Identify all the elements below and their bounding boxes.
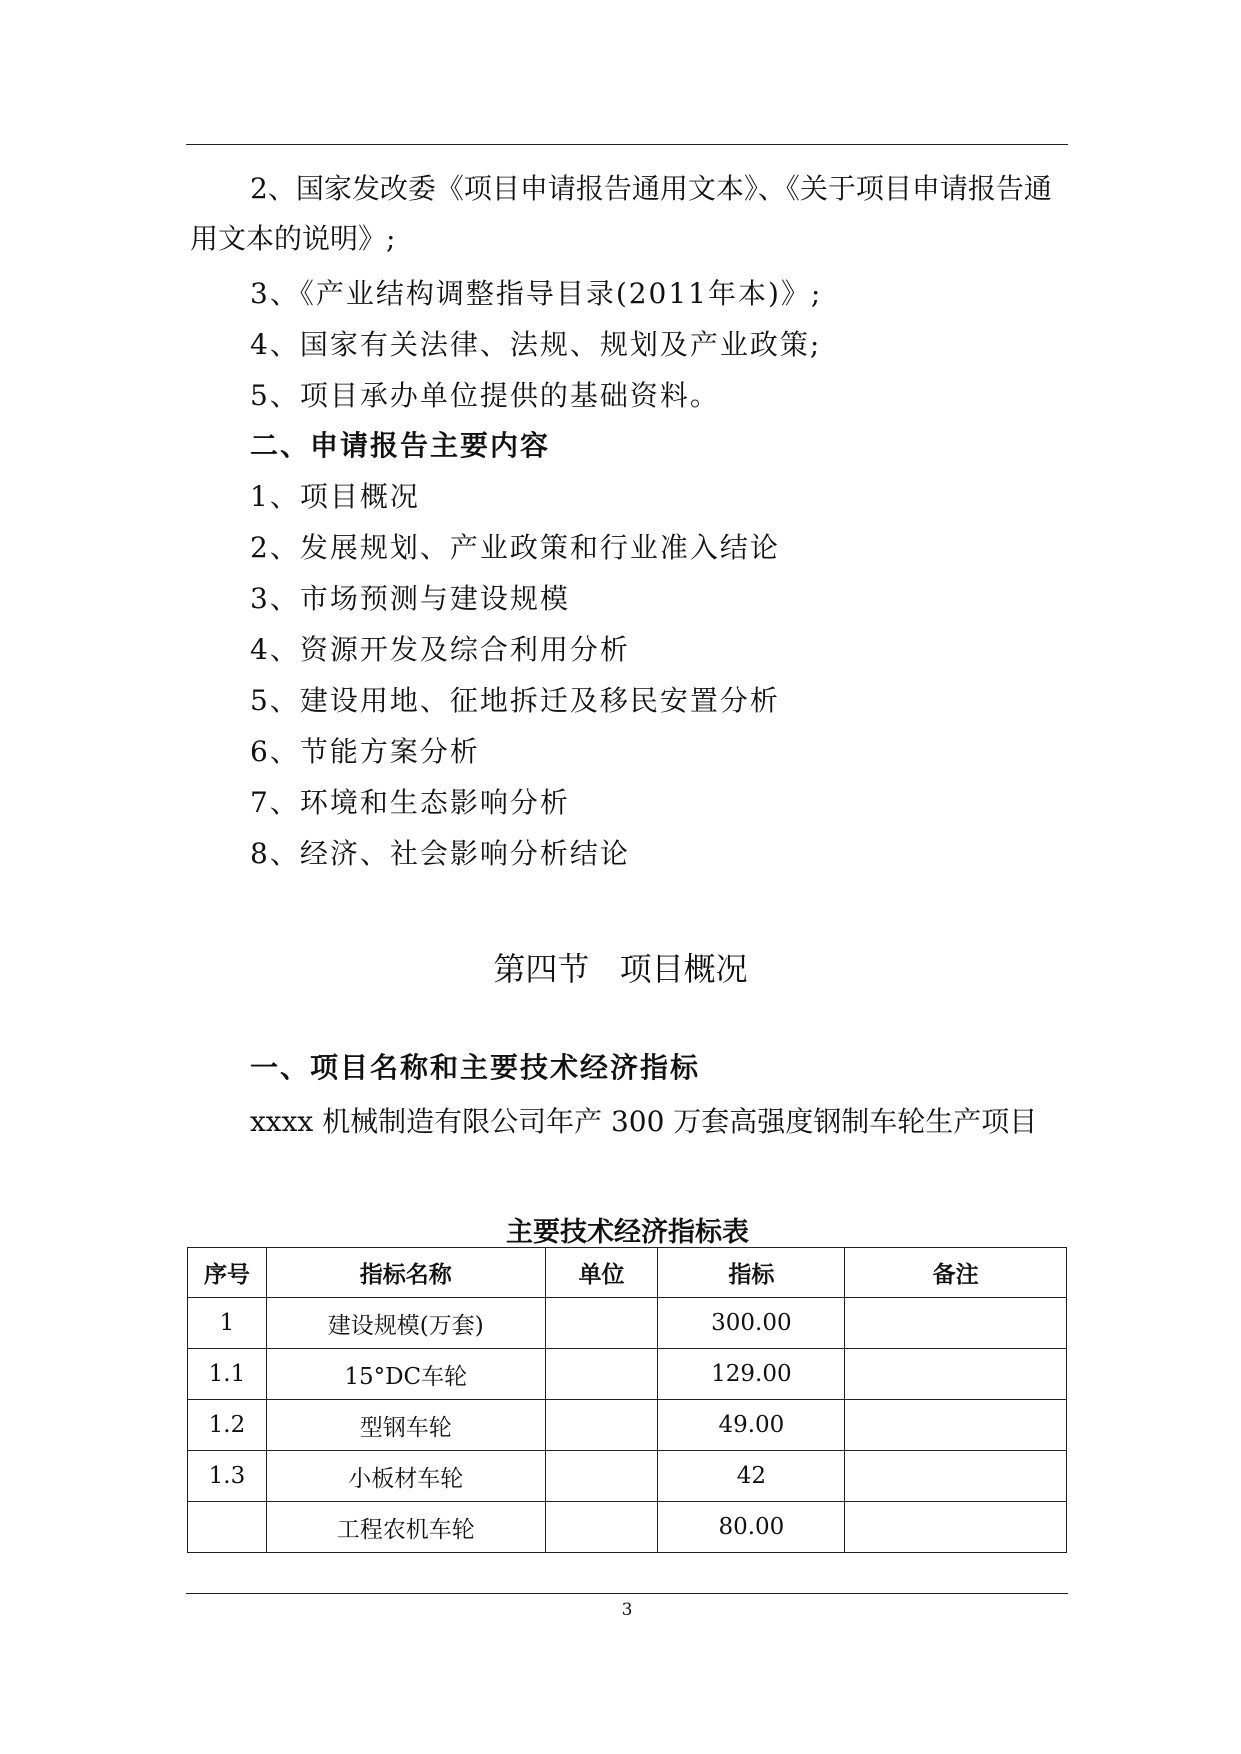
column-header: 序号 bbox=[188, 1248, 267, 1298]
heading-main-content: 二、申请报告主要内容 bbox=[250, 429, 551, 462]
table-cell bbox=[845, 1400, 1067, 1451]
list-item-content: 5、建设用地、征地拆迁及移民安置分析 bbox=[250, 684, 780, 717]
table-cell bbox=[545, 1400, 658, 1451]
list-item-content: 8、经济、社会影响分析结论 bbox=[250, 837, 630, 870]
table-cell bbox=[545, 1349, 658, 1400]
table-cell: 49.00 bbox=[658, 1400, 845, 1451]
table-cell: 300.00 bbox=[658, 1298, 845, 1349]
table-cell bbox=[188, 1502, 267, 1553]
list-item-content: 2、发展规划、产业政策和行业准入结论 bbox=[250, 531, 780, 564]
footer-rule bbox=[186, 1593, 1068, 1594]
list-item-content: 6、节能方案分析 bbox=[250, 735, 480, 768]
list-item-content: 7、环境和生态影响分析 bbox=[250, 786, 570, 819]
table-cell: 型钢车轮 bbox=[266, 1400, 545, 1451]
table-header-row bbox=[188, 1248, 1067, 1298]
heading-project-name: 一、项目名称和主要技术经济指标 bbox=[250, 1051, 701, 1084]
table-row bbox=[188, 1400, 1067, 1451]
column-header: 指标 bbox=[658, 1248, 845, 1298]
table-cell: 15°DC车轮 bbox=[266, 1349, 545, 1400]
column-header: 指标名称 bbox=[266, 1248, 545, 1298]
list-item-basis-5: 5、项目承办单位提供的基础资料。 bbox=[250, 379, 720, 412]
table-caption: 主要技术经济指标表 bbox=[506, 1217, 749, 1248]
table-cell: 1.2 bbox=[188, 1400, 267, 1451]
section-title: 第四节 项目概况 bbox=[493, 950, 748, 988]
column-header: 备注 bbox=[845, 1248, 1067, 1298]
list-item-content: 4、资源开发及综合利用分析 bbox=[250, 633, 630, 666]
table-cell: 工程农机车轮 bbox=[266, 1502, 545, 1553]
table-cell bbox=[845, 1502, 1067, 1553]
table-cell bbox=[845, 1349, 1067, 1400]
list-item-basis-3: 3、《产业结构调整指导目录(2011年本)》; bbox=[250, 277, 823, 310]
list-item-basis-4: 4、国家有关法律、法规、规划及产业政策; bbox=[250, 328, 822, 361]
table-cell bbox=[845, 1298, 1067, 1349]
table-cell: 42 bbox=[658, 1451, 845, 1502]
table-cell: 80.00 bbox=[658, 1502, 845, 1553]
paragraph-basis-2: 2、国家发改委《项目申请报告通用文本》、《关于项目申请报告通用文本的说明》; bbox=[190, 172, 1052, 255]
indicator-table bbox=[187, 1247, 1067, 1553]
paragraph-project-name: xxxx 机械制造有限公司年产 300 万套高强度钢制车轮生产项目 bbox=[250, 1105, 1038, 1138]
table-cell: 1.3 bbox=[188, 1451, 267, 1502]
table-cell bbox=[545, 1502, 658, 1553]
table-cell: 1.1 bbox=[188, 1349, 267, 1400]
table-row bbox=[188, 1349, 1067, 1400]
table-cell bbox=[545, 1298, 658, 1349]
table-cell bbox=[545, 1451, 658, 1502]
page-number: 3 bbox=[621, 1600, 633, 1620]
list-item-content: 3、市场预测与建设规模 bbox=[250, 582, 570, 615]
column-header: 单位 bbox=[545, 1248, 658, 1298]
table-cell: 建设规模(万套) bbox=[266, 1298, 545, 1349]
table-row bbox=[188, 1502, 1067, 1553]
table-cell: 小板材车轮 bbox=[266, 1451, 545, 1502]
table-cell: 1 bbox=[188, 1298, 267, 1349]
list-item-content: 1、项目概况 bbox=[250, 480, 420, 513]
header-rule bbox=[186, 144, 1068, 145]
table-cell bbox=[845, 1451, 1067, 1502]
table-row bbox=[188, 1451, 1067, 1502]
table-cell: 129.00 bbox=[658, 1349, 845, 1400]
table-row bbox=[188, 1298, 1067, 1349]
